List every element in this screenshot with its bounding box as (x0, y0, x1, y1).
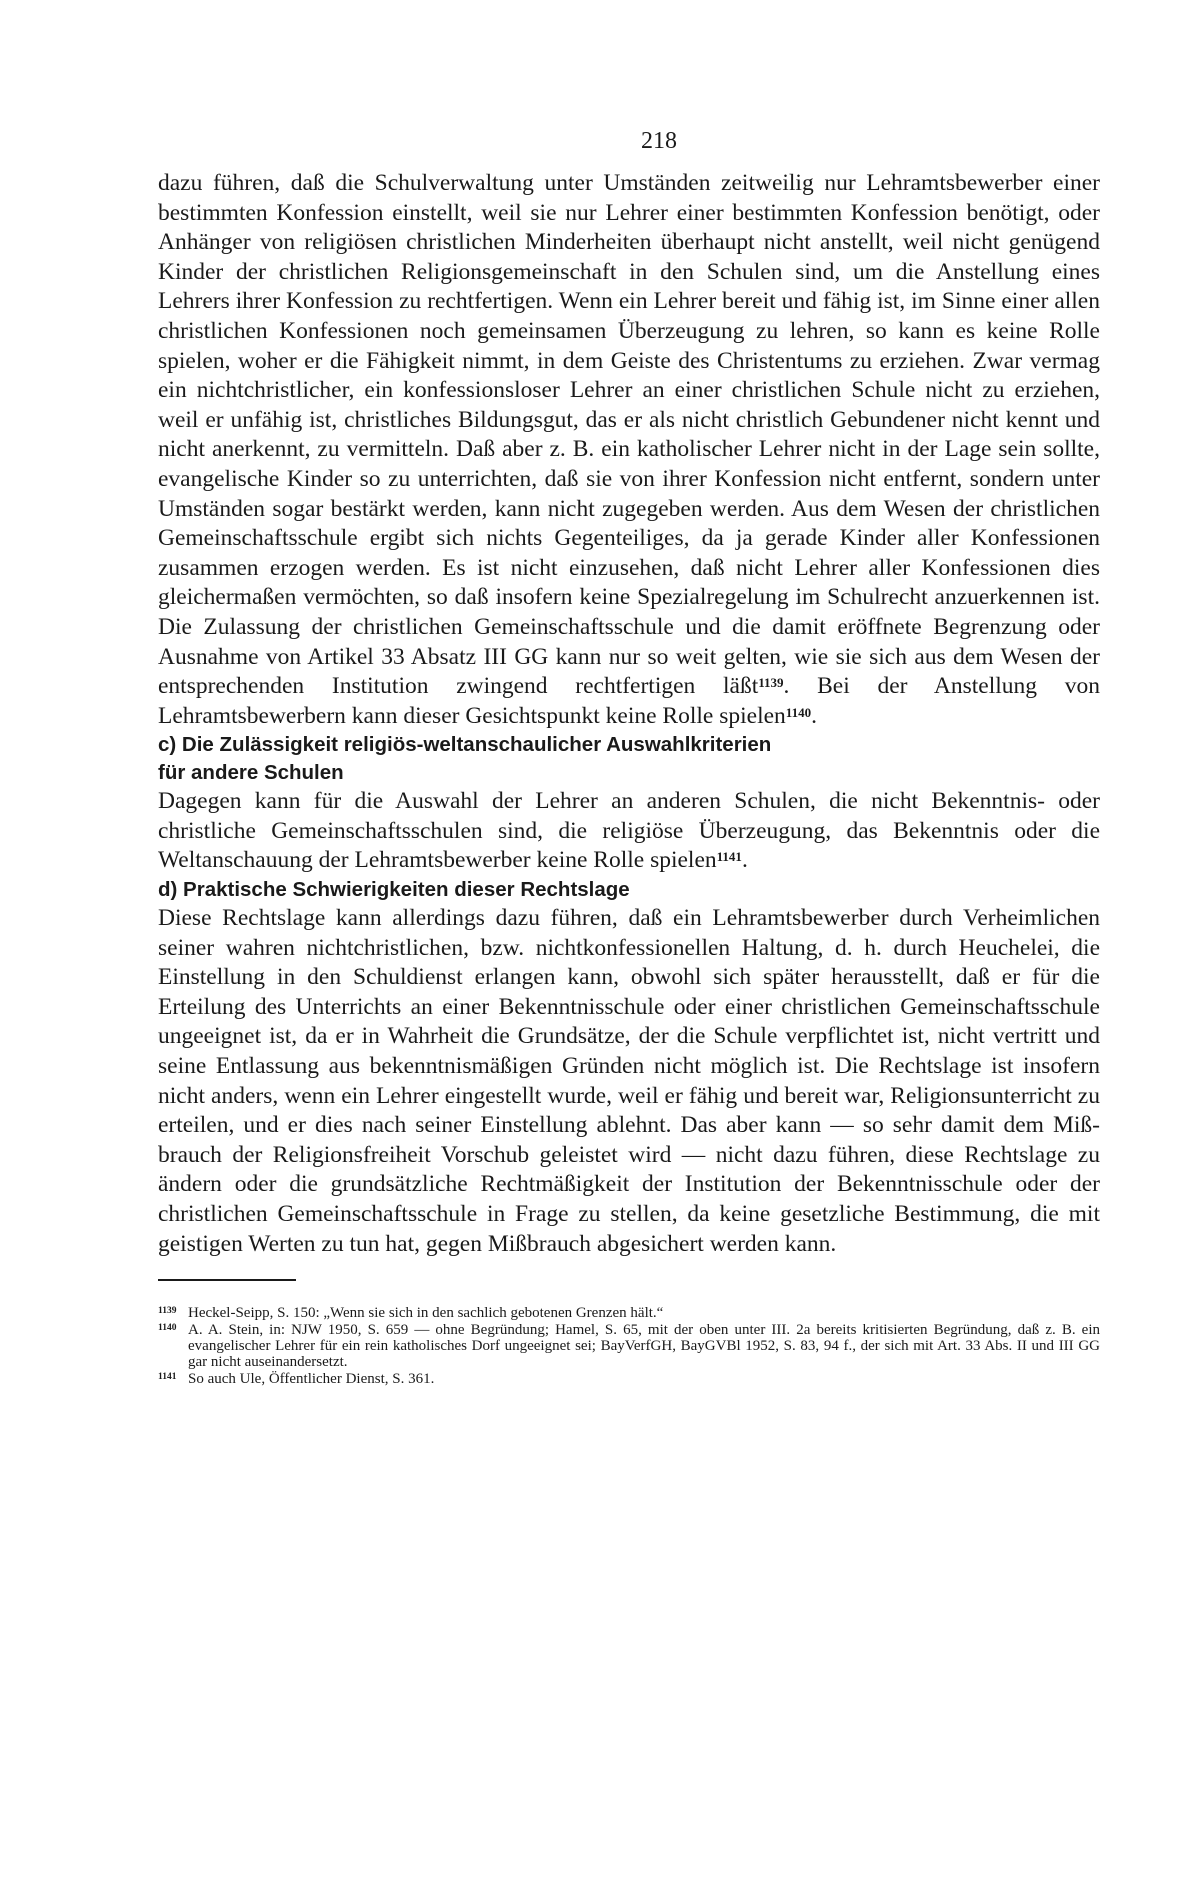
section-c-paragraph (158, 787, 1100, 876)
page-number: 218 (641, 128, 677, 154)
footnote-item (158, 1322, 1100, 1371)
footnote-text: A. A. Stein, in: NJW 1950, S. 659 — ohne Begründung; Hamel, S. 65, mit der oben unter III. 2a bereits kritisierten Begründung, daß z. B. ein evangelischer Lehrer für ein rein katholisches Dorf ungeeignet sei; BayVerfGH, BayGVBl 1952, S. 83, 94 f., der sich mit Art. 33 Abs. II und III GG gar nicht auseinandersetzt. (188, 1321, 1100, 1371)
footnote-reference: 1140 (785, 704, 812, 720)
footnote-text: So auch Ule, Öffentlicher Dienst, S. 361. (188, 1370, 435, 1387)
section-d-heading: d) Praktische Schwierigkeiten dieser Rechtslage (158, 878, 630, 902)
paragraph-text: . (811, 702, 817, 729)
footnote-item (158, 1371, 1100, 1387)
section-c-heading (158, 731, 1100, 787)
footnote-text: Heckel-Seipp, S. 150: „Wenn sie sich in den sachlich gebotenen Grenzen hält.“ (188, 1305, 664, 1322)
footnote-item (158, 1305, 1100, 1321)
paragraph-text: . Bei der Anstellung von Lehramtsbewerbern kann dieser Gesichtspunkt keine Rolle spielen (158, 673, 1100, 729)
footnotes (158, 1305, 1100, 1387)
footnote-reference: 1141 (716, 849, 742, 865)
footnote-reference: 1139 (758, 675, 784, 691)
paragraph-text: dazu führen, daß die Schulverwaltung unter Umständen zeitweilig nur Lehramtsbewerber einer bestimmten Konfession einstellt, weil sie nur Lehrer einer bestimmten Konfession benötigt, oder Anhänger von religiösen christlichen Minderheiten überhaupt nicht anstellt, weil nicht genügend Kinder der christlichen Religionsgemeinschaft in den Schulen sind, um die Anstellung eines Lehrers ihrer Konfession zu rechtfertigen. Wenn ein Lehrer bereit und fähig ist, im Sinne einer allen christlichen Konfessionen noch gemeinsamen Überzeugung zu lehren, so kann es keine Rolle spielen, woher er die Fähigkeit nimmt, in dem Geiste des Christentums zu erziehen. Zwar vermag ein nichtchristlicher, ein konfessionsloser Lehrer an einer christlichen Schule nicht zu erziehen, weil er unfähig ist, christliches Bildungsgut, das er als nicht christlich Gebundener nicht kennt und nicht anerkennt, zu vermitteln. Daß aber z. B. ein katholischer Lehrer nicht in der Lage sein sollte, evangelische Kinder so zu unterrichten, daß sie von ihrer Konfession nicht entfernt, sondern unter Umständen sogar bestärkt werden, kann nicht zugegeben werden. Aus dem Wesen der christlichen Gemeinschaftsschule ergibt sich nichts Gegenteiliges, da ja gerade Kinder aller Konfessionen zusammen erzogen werden. Es ist nicht einzusehen, daß nicht Lehrer aller Konfessionen dies gleichermaßen vermöchten, so daß insofern keine Spezialregelung im Schulrecht anzuerkennen ist. Die Zulassung der christlichen Gemeinschaftsschule und die damit eröffnete Begrenzung oder Ausnahme von Artikel 33 Absatz III GG kann nur so weit gelten, wie sie sich aus dem Wesen der entsprechenden Institution zwingend rechtfertigen läßt (158, 170, 1100, 700)
body-paragraph (158, 169, 1100, 731)
section-c-heading-line-2: für andere Schulen (158, 761, 344, 785)
footnote-separator (158, 1279, 296, 1281)
section-c-heading-line-1: c) Die Zulässigkeit religiös-weltanschaulicher Auswahlkriterien (158, 733, 772, 757)
footnote-number: 1141 (158, 1371, 177, 1382)
book-page (158, 128, 1100, 1387)
footnote-number: 1140 (158, 1322, 177, 1333)
paragraph-text: . (741, 847, 748, 874)
paragraph-text: Dagegen kann für die Auswahl der Lehrer an anderen Schulen, die nicht Bekenntnis- oder christliche Gemeinschaftsschulen sind, die religiöse Überzeugung, das Bekenntnis oder die Weltanschauung der Lehramtsbewerber keine Rolle spielen (158, 788, 1100, 874)
footnote-number: 1139 (158, 1306, 177, 1317)
section-d-paragraph: Diese Rechtslage kann allerdings dazu führen, daß ein Lehramtsbewerber durch Verheimlichen seiner wahren nichtchristlichen, bzw. nichtkonfessionellen Haltung, d. h. durch Heuchelei, die Einstellung in den Schuldienst erlangen kann, obwohl sich später herausstellt, daß er für die Erteilung des Unterrichts an einer Bekenntnisschule oder einer christlichen Gemeinschaftsschule ungeeignet ist, da er in Wahrheit die Grundsätze, der die Schule verpflichtet ist, nicht vertritt und seine Entlassung aus bekenntnismäßigen Gründen nicht möglich ist. Die Rechtslage ist insofern nicht anders, wenn ein Lehrer eingestellt wurde, weil er fähig und bereit war, Religionsunterricht zu erteilen, und er dies nach seiner Einstellung ablehnt. Das aber kann — so sehr damit dem Mißbrauch der Religionsfreiheit Vorschub geleistet wird — nicht dazu führen, diese Rechtslage zu ändern oder die grundsätzliche Rechtmäßigkeit der Institution der Bekenntnisschule oder der christlichen Gemeinschaftsschule in Frage zu stellen, da keine gesetzliche Bestimmung, die mit geistigen Werten zu tun hat, gegen Mißbrauch abgesichert werden kann. (158, 905, 1100, 1257)
